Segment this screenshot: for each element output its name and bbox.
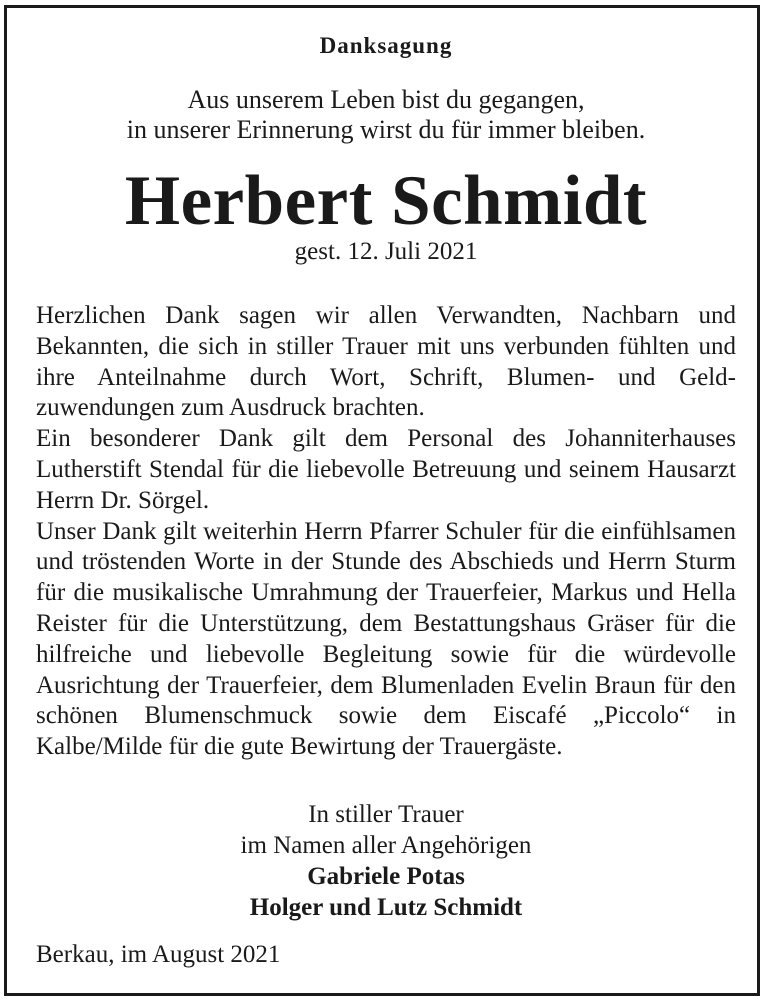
thanks-body [36, 301, 736, 763]
motto [36, 85, 736, 145]
motto-line-2: in unserer Erinnerung wirst du für immer bleiben. [126, 115, 646, 144]
paragraph-general-thanks: Herzlichen Dank sagen wir allen Verwandten, Nachbarn und Bekannten, die sich in stiller Trauer mit uns verbunden fühlten und ihre Anteilnahme durch Wort, Schrift, Blumen- und Geldzuwendungen zum Ausdruck brachten. [36, 302, 736, 422]
paragraph-care-thanks: Ein besonderer Dank gilt dem Personal des Johanniterhauses Lutherstift Stendal für die liebevolle Betreuung und seinem Hausarzt Herrn Dr. Sörgel. [36, 425, 736, 514]
death-date: gest. 12. Juli 2021 [294, 238, 478, 265]
closing-block [36, 799, 736, 923]
motto-line-1: Aus unserem Leben bist du gegangen, [187, 85, 585, 114]
paragraph-ceremony-thanks: Unser Dank gilt weiterhin Herrn Pfarrer Schuler für die einfühlsamen und tröstenden Worte in der Stunde des Abschieds und Herrn Sturm für die musikalische Umrahmung der Trauerfeier, Markus und Hella Reister für die Unterstützung, dem Bestattungshaus Gräser für die hilfreiche und liebevolle Begleitung sowie für die würdevolle Ausrichtung der Trauerfeier, dem Blumenladen Evelin Braun für den schönen Blumenschmuck sowie dem Eiscafé „Piccolo“ in Kalbe/Milde für die gute Bewirtung der Trauergäste. [36, 517, 736, 761]
signer-1: Gabriele Potas [307, 863, 465, 890]
notice-heading: Danksagung [319, 33, 453, 58]
notice-frame [4, 5, 760, 996]
closing-line-1: In stiller Trauer [308, 801, 464, 828]
closing-line-2: im Namen aller Angehörigen [240, 832, 532, 859]
deceased-name: Herbert Schmidt [124, 162, 648, 240]
place-date: Berkau, im August 2021 [36, 941, 281, 968]
signer-2: Holger und Lutz Schmidt [249, 894, 523, 921]
